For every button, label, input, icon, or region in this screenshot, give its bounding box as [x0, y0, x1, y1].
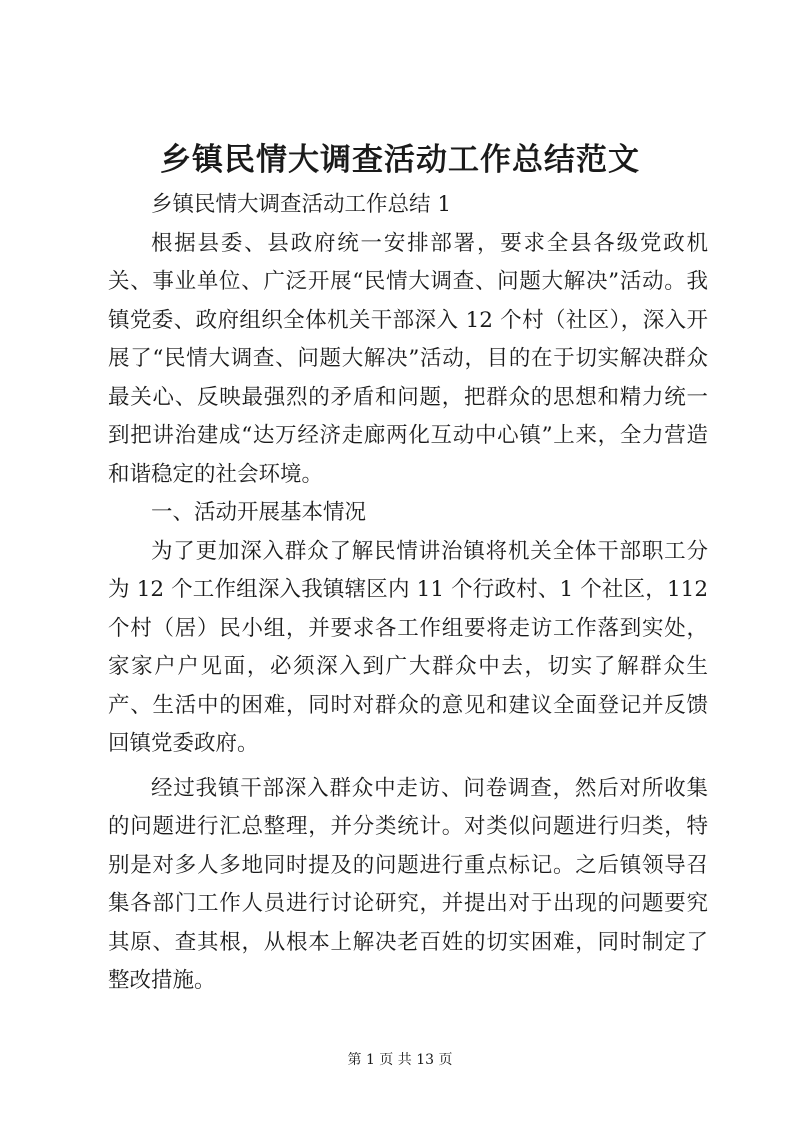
- body-paragraph: 经过我镇干部深入群众中走访、问卷调查，然后对所收集的问题进行汇总整理，并分类统计。对类似问题进行归类，特别是对多人多地同时提及的问题进行重点标记。之后镇领导召集各部门工作人员进行讨论研究，并提出对于出现的问题要究其原、查其根，从根本上解决老百姓的切实困难，同时制定了整改措施。: [108, 775, 708, 993]
- body-paragraph: 为了更加深入群众了解民情讲治镇将机关全体干部职工分为 12 个工作组深入我镇辖区内 11 个行政村、1 个社区，112 个村（居）民小组，并要求各工作组要将走访工作落到实处，家家户户见面，必须深入到广大群众中去，切实了解群众生产、生活中的困难，同时对群众的意见和建议全面登记并反馈回镇党委政府。: [108, 538, 708, 756]
- document-title: 乡镇民情大调查活动工作总结范文: [160, 142, 640, 178]
- page-number-footer: 第 1 页 共 13 页: [347, 1052, 453, 1068]
- document-body: [108, 186, 708, 1001]
- section-heading: 乡镇民情大调查活动工作总结 1: [151, 192, 452, 217]
- section-heading: 一、活动开展基本情况: [151, 500, 367, 525]
- body-paragraph: 根据县委、县政府统一安排部署，要求全县各级党政机关、事业单位、广泛开展“民情大调查、问题大解决”活动。我镇党委、政府组织全体机关干部深入 12 个村（社区），深入开展了“民情大调查、问题大解决”活动，目的在于切实解决群众最关心、反映最强烈的矛盾和问题，把群众的思想和精力统一到把讲治建成“达万经济走廊两化互动中心镇”上来，全力营造和谐稳定的社会环境。: [108, 230, 708, 487]
